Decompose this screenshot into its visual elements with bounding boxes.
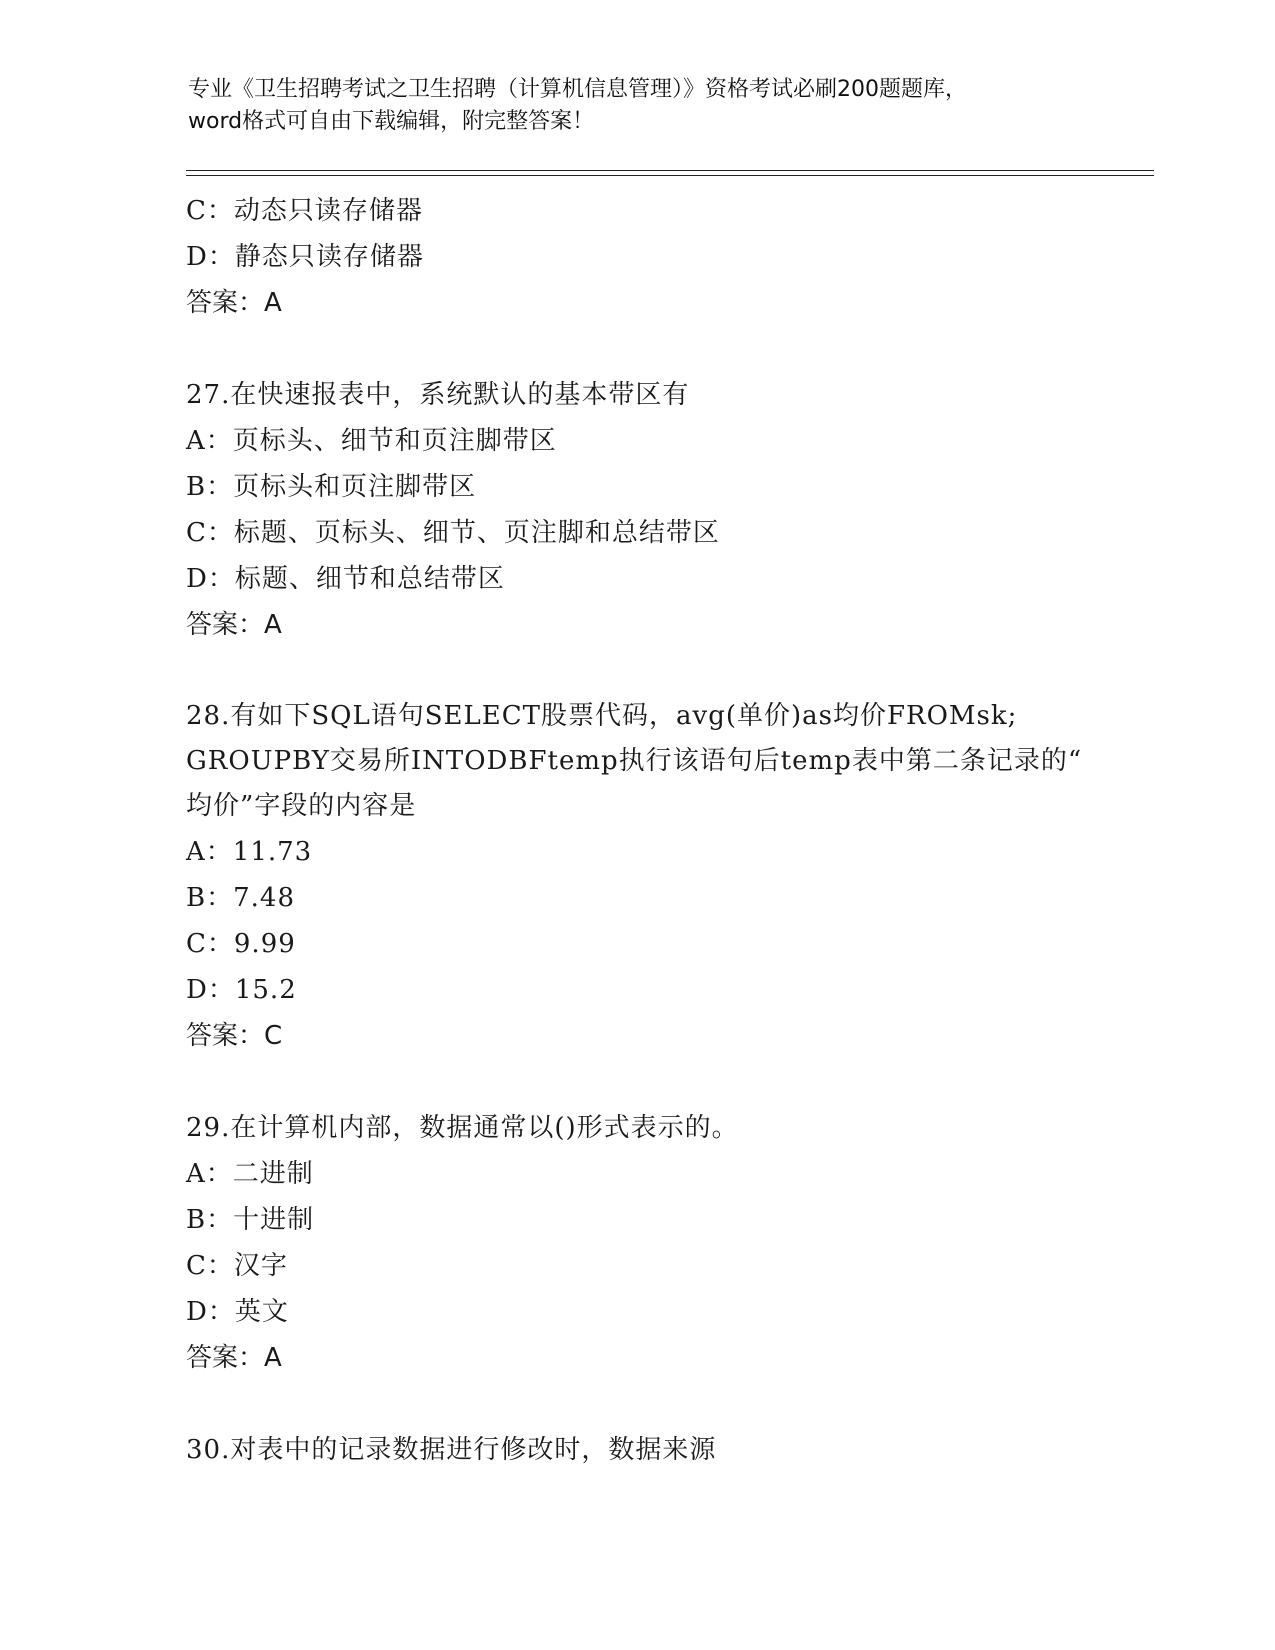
option-a: A：11.73: [186, 837, 313, 867]
option-d: D：静态只读存储器: [186, 242, 424, 272]
question-text: 27.在快速报表中，系统默认的基本带区有: [186, 380, 690, 410]
answer-line: 答案：A: [186, 288, 282, 318]
option-b: B：7.48: [186, 883, 295, 913]
option-c: C：动态只读存储器: [186, 196, 423, 226]
option-c: C：9.99: [186, 929, 296, 959]
option-b: B：十进制: [186, 1205, 315, 1235]
question-text: 29.在计算机内部，数据通常以()形式表示的。: [186, 1113, 739, 1143]
question-block-28: [186, 694, 1146, 1059]
option-c: C：汉字: [186, 1251, 288, 1281]
option-a: A：二进制: [186, 1159, 314, 1189]
header-rule-top: [186, 170, 1154, 171]
spacer: [186, 648, 1146, 694]
header-line-1: 专业《卫生招聘考试之卫生招聘（计算机信息管理）》资格考试必刷200题题库，: [188, 77, 967, 102]
question-block-30: [186, 1427, 1146, 1473]
question-block-26: [186, 188, 1146, 326]
answer-line: 答案：A: [186, 610, 282, 640]
spacer: [186, 326, 1146, 372]
option-a: A：页标头、细节和页注脚带区: [186, 426, 557, 456]
option-c: C：标题、页标头、细节、页注脚和总结带区: [186, 518, 720, 548]
question-block-29: [186, 1105, 1146, 1381]
header-rule-bottom: [186, 175, 1154, 176]
option-d: D：英文: [186, 1297, 289, 1327]
question-block-27: [186, 372, 1146, 648]
question-text: 30.对表中的记录数据进行修改时，数据来源: [186, 1435, 717, 1465]
option-d: D：标题、细节和总结带区: [186, 564, 505, 594]
question-content: [186, 188, 1146, 1473]
answer-line: 答案：C: [186, 1021, 283, 1051]
question-text-line-1: 28.有如下SQL语句SELECT股票代码，avg(单价)as均价FROMsk;: [186, 701, 1018, 731]
spacer: [186, 1381, 1146, 1427]
option-b: B：页标头和页注脚带区: [186, 472, 477, 502]
option-d: D：15.2: [186, 975, 297, 1005]
document-header: [188, 74, 1088, 138]
question-text-line-3: 均价”字段的内容是: [186, 791, 417, 821]
question-text-line-2: GROUPBY交易所INTODBFtemp执行该语句后temp表中第二条记录的“: [186, 746, 1083, 776]
header-line-2: word格式可自由下载编辑，附完整答案！: [188, 109, 595, 134]
answer-line: 答案：A: [186, 1343, 282, 1373]
spacer: [186, 1059, 1146, 1105]
